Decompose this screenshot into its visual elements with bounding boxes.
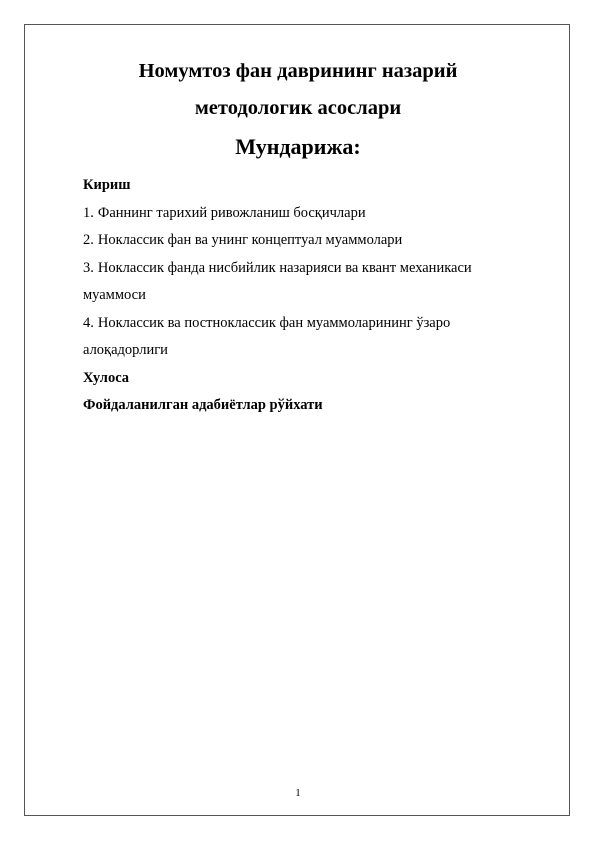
toc-item-number: 2.	[83, 232, 94, 248]
toc-item-3	[83, 255, 523, 283]
toc-item-number: 3.	[83, 259, 94, 276]
toc-heading: Мундарижа:	[235, 134, 361, 159]
document-title-line-2: методологик асослари	[194, 97, 402, 119]
toc-item-number: 1.	[83, 204, 94, 221]
toc-item-text: Ноклассик фанда нисбийлик назарияси ва квант механикаси	[97, 259, 472, 276]
toc-conclusion: Хулоса	[83, 369, 130, 386]
toc-item-3-continuation: муаммоси	[83, 287, 146, 303]
toc-item-text: Ноклассик фан ва унинг концептуал муаммолари	[97, 232, 403, 248]
toc-item-text: Ноклассик ва постноклассик фан муаммоларининг ўзаро	[97, 314, 451, 331]
toc-item-text: Фаннинг тарихий ривожланиш босқичлари	[97, 204, 366, 221]
toc-intro: Кириш	[83, 177, 131, 193]
toc-item-4	[83, 310, 523, 338]
document-title-line-1: Номумтоз фан даврининг назарий	[138, 60, 458, 82]
toc-references: Фойдаланилган адабиётлар рўйхати	[83, 397, 323, 413]
page-number: 1	[295, 787, 301, 799]
toc-item-1	[83, 200, 523, 228]
table-of-contents	[83, 172, 523, 420]
toc-item-4-continuation: алоқадорлиги	[83, 342, 168, 358]
toc-item-number: 4.	[83, 314, 94, 331]
toc-item-2	[83, 227, 523, 255]
